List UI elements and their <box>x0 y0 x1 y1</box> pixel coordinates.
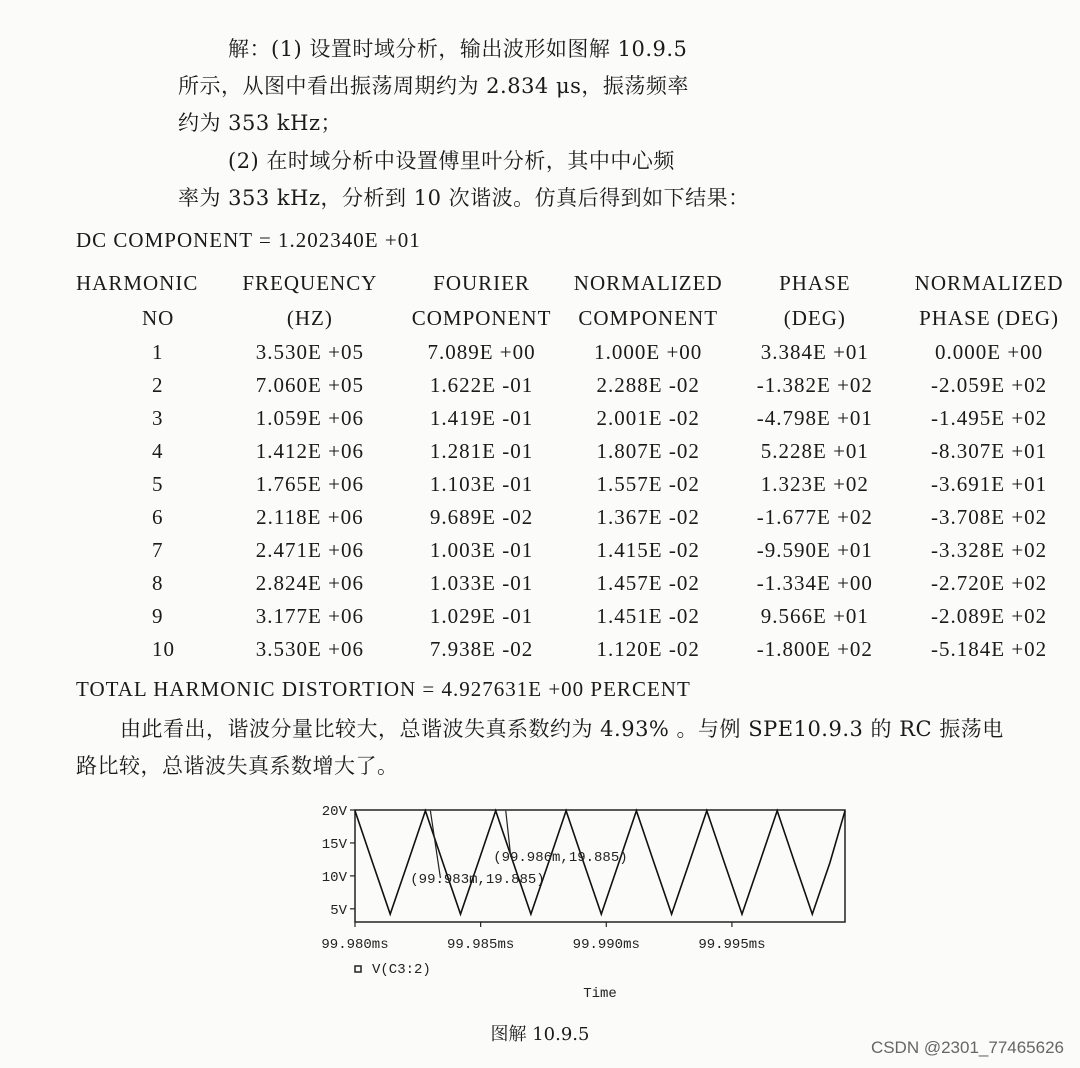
header-cell: HARMONIC <box>76 271 199 295</box>
table-cell: 1.765E +06 <box>255 472 364 496</box>
thd-line: TOTAL HARMONIC DISTORTION = 4.927631E +00 PERCENT <box>76 677 691 701</box>
table-cell: 6 <box>152 505 164 529</box>
table-cell: 3.530E +06 <box>255 637 364 661</box>
header-cell: COMPONENT <box>578 306 719 330</box>
table-cell: -1.800E +02 <box>756 637 873 661</box>
header-cell: FOURIER <box>433 271 530 295</box>
table-cell: 7.060E +05 <box>255 373 364 397</box>
table-cell: 0.000E +00 <box>935 340 1044 364</box>
table-cell: 1.000E +00 <box>594 340 703 364</box>
table-cell: 1.003E -01 <box>429 538 534 562</box>
table-cell: 2.001E -02 <box>596 406 700 430</box>
conclusion-line-1: 由此看出，谐波分量比较大，总谐波失真系数约为 4.93% 。与例 SPE10.9.3 的 RC 振荡电 <box>120 717 1004 741</box>
table-cell: -1.677E +02 <box>756 505 873 529</box>
table-header-row <box>70 301 1080 336</box>
table-row <box>70 402 1080 435</box>
table-row <box>70 567 1080 600</box>
table-cell: -4.798E +01 <box>756 406 873 430</box>
table-cell: 1.557E -02 <box>596 472 700 496</box>
table-cell: 1 <box>152 340 164 364</box>
table-cell: 8 <box>152 571 164 595</box>
table-cell: -9.590E +01 <box>756 538 873 562</box>
x-tick-label: 99.990ms <box>572 937 640 953</box>
table-cell: 7.089E +00 <box>427 340 536 364</box>
header-cell: (HZ) <box>286 306 333 330</box>
table-cell: 1.281E -01 <box>429 439 534 463</box>
solution-line-5: 率为 353 kHz，分析到 10 次谐波。仿真后得到如下结果： <box>178 186 750 210</box>
table-cell: -8.307E +01 <box>931 439 1048 463</box>
table-cell: 2.471E +06 <box>255 538 364 562</box>
annotation-label: (99.986m,19.885) <box>493 850 628 866</box>
table-cell: 1.807E -02 <box>596 439 700 463</box>
table-cell: 9.689E -02 <box>429 505 534 529</box>
header-cell: PHASE (DEG) <box>919 306 1060 330</box>
table-cell: -1.495E +02 <box>931 406 1048 430</box>
table-cell: 1.419E -01 <box>429 406 534 430</box>
y-tick-label: 20V <box>321 804 347 820</box>
table-cell: -5.184E +02 <box>931 637 1048 661</box>
x-tick-label: 99.985ms <box>447 937 515 953</box>
x-tick-label: 99.980ms <box>321 937 389 953</box>
table-cell: 5 <box>152 472 164 496</box>
table-cell: 2.118E +06 <box>256 505 364 529</box>
table-cell: 10 <box>152 637 175 661</box>
legend-marker <box>355 966 361 972</box>
table-cell: 1.103E -01 <box>429 472 534 496</box>
solution-line-1: 解：(1) 设置时域分析，输出波形如图解 10.9.5 <box>228 37 688 61</box>
legend <box>355 962 431 978</box>
legend-label: V(C3:2) <box>372 962 431 978</box>
table-cell: 1.367E -02 <box>596 505 700 529</box>
table-cell: -2.720E +02 <box>931 571 1048 595</box>
conclusion-line-2: 路比较，总谐波失真系数增大了。 <box>76 754 399 778</box>
waveform-chart <box>300 795 860 1010</box>
table-cell: -2.089E +02 <box>931 604 1048 628</box>
table-cell: 7 <box>152 538 164 562</box>
table-cell: -3.708E +02 <box>931 505 1048 529</box>
figure-caption: 图解 10.9.5 <box>490 1024 590 1045</box>
solution-line-2: 所示，从图中看出振荡周期约为 2.834 μs，振荡频率 <box>178 74 689 98</box>
table-cell: 3 <box>152 406 164 430</box>
table-row <box>70 468 1080 501</box>
table-cell: 3.530E +05 <box>255 340 364 364</box>
table-row <box>70 633 1080 666</box>
table-cell: 9 <box>152 604 164 628</box>
table-row <box>70 534 1080 567</box>
table-cell: -3.691E +01 <box>931 472 1048 496</box>
table-header-row <box>70 266 1080 301</box>
table-cell: 7.938E -02 <box>429 637 534 661</box>
table-cell: -2.059E +02 <box>931 373 1048 397</box>
header-cell: PHASE <box>779 271 851 295</box>
header-cell: NO <box>142 306 175 330</box>
table-cell: 1.457E -02 <box>596 571 700 595</box>
y-tick-label: 15V <box>321 836 347 853</box>
table-cell: 2 <box>152 373 164 397</box>
table-cell: 1.323E +02 <box>760 472 869 496</box>
solution-line-4: (2) 在时域分析中设置傅里叶分析，其中中心频 <box>228 149 675 173</box>
table-cell: -1.334E +00 <box>756 571 873 595</box>
header-cell: COMPONENT <box>411 306 552 330</box>
table-cell: 1.451E -02 <box>596 604 700 628</box>
table-cell: 9.566E +01 <box>760 604 869 628</box>
header-cell: NORMALIZED <box>914 271 1064 295</box>
table-row <box>70 369 1080 402</box>
x-axis-title: Time <box>583 986 617 1002</box>
table-cell: 4 <box>152 439 164 463</box>
table-cell: 5.228E +01 <box>760 439 869 463</box>
y-tick-label: 10V <box>321 869 347 886</box>
table-cell: 1.622E -01 <box>429 373 534 397</box>
header-cell: (DEG) <box>783 306 846 330</box>
table-row <box>70 501 1080 534</box>
solution-line-3: 约为 353 kHz； <box>178 111 343 135</box>
table-cell: 1.029E -01 <box>429 604 534 628</box>
header-cell: NORMALIZED <box>573 271 723 295</box>
table-cell: 1.033E -01 <box>429 571 534 595</box>
table-cell: 1.059E +06 <box>255 406 364 430</box>
header-cell: FREQUENCY <box>242 271 378 295</box>
table-cell: 1.412E +06 <box>255 439 364 463</box>
annotation-leader <box>430 811 440 878</box>
annotation-label: (99.983m,19.885) <box>410 872 545 888</box>
table-cell: 2.824E +06 <box>255 571 364 595</box>
table-cell: -1.382E +02 <box>756 373 873 397</box>
table-cell: 3.384E +01 <box>760 340 869 364</box>
table-cell: -3.328E +02 <box>931 538 1048 562</box>
table-cell: 1.120E -02 <box>596 637 700 661</box>
table-row <box>70 336 1080 369</box>
table-cell: 1.415E -02 <box>596 538 700 562</box>
table-cell: 3.177E +06 <box>255 604 364 628</box>
harmonic-table <box>70 266 1080 666</box>
dc-component: DC COMPONENT = 1.202340E +01 <box>76 228 421 252</box>
y-tick-label: 5V <box>330 902 347 919</box>
watermark: CSDN @2301_77465626 <box>870 1038 1064 1057</box>
table-row <box>70 600 1080 633</box>
table-row <box>70 435 1080 468</box>
table-cell: 2.288E -02 <box>596 373 700 397</box>
x-tick-label: 99.995ms <box>698 937 766 953</box>
